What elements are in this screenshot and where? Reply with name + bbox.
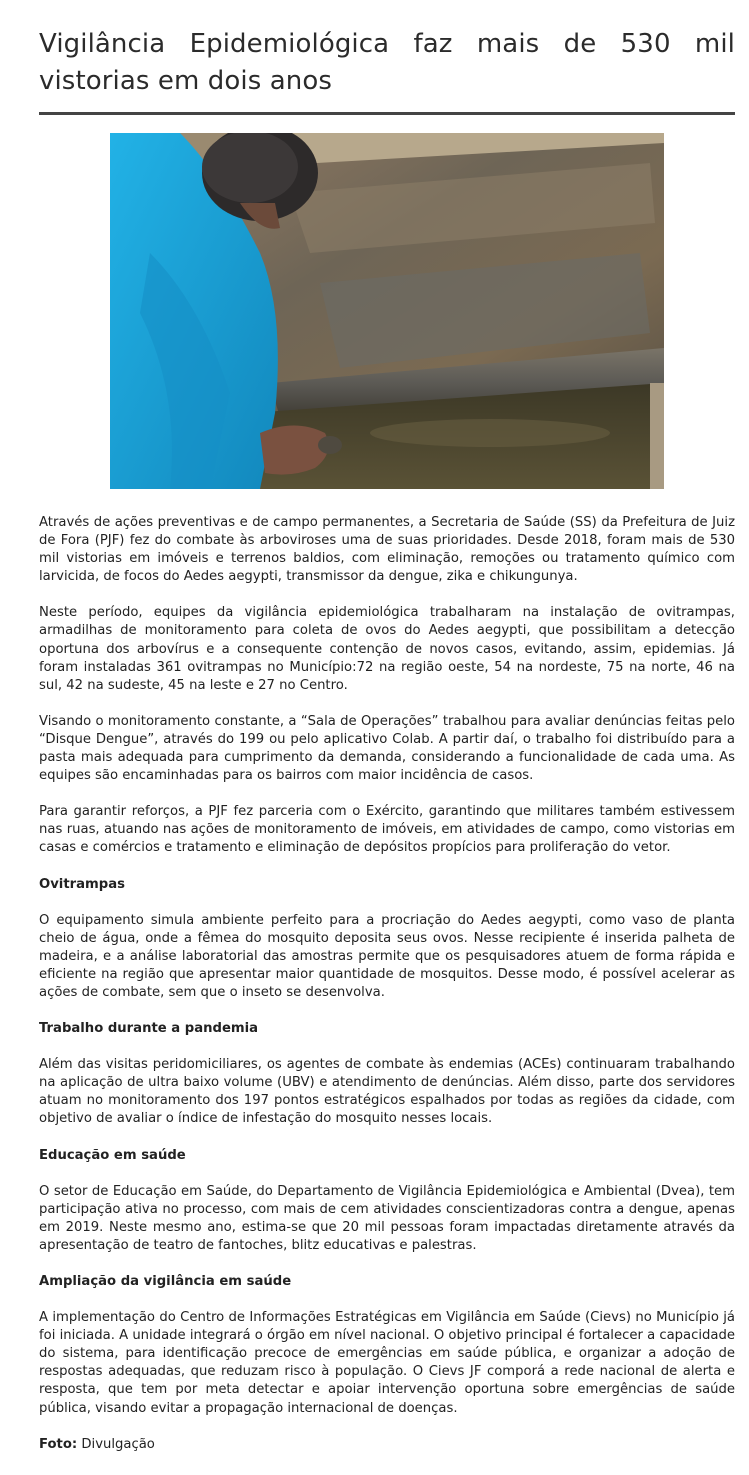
photo-credit (39, 1436, 735, 1454)
paragraph: Para garantir reforços, a PJF fez parceria com o Exército, garantindo que militares também estivessem nas ruas, atuando nas ações de monitoramento de imóveis, em atividades de campo, como vistorias em casas e comércios e tratamento e eliminação de depósitos propícios para proliferação do vetor. (39, 804, 735, 856)
article (39, 26, 735, 1452)
photo-credit-label: Foto: (39, 1436, 78, 1452)
paragraph: O setor de Educação em Saúde, do Departamento de Vigilância Epidemiológica e Ambiental (Dvea), tem participação ativa no processo, com mais de cem atividades conscientizadoras contra a dengue, apenas em 2019. Neste mesmo ano, estima-se que 20 mil pessoas foram impactadas diretamente através da apresentação de teatro de fantoches, blitz educativas e palestras. (39, 1183, 735, 1253)
photo-credit-value: Divulgação (81, 1436, 155, 1452)
paragraph: Visando o monitoramento constante, a “Sala de Operações” trabalhou para avaliar denúncias feitas pelo “Disque Dengue”, através do 199 ou pelo aplicativo Colab. A partir daí, o trabalho foi distribuído para a pasta mais adequada para cumprimento da demanda, considerando a funcionalidade de cada uma. As equipes são encaminhadas para os bairros com maior incidência de casos. (39, 713, 735, 784)
article-title: Vigilância Epidemiológica faz mais de 530 mil vistorias em dois anos (39, 29, 735, 96)
section-heading: Educação em saúde (39, 1147, 186, 1163)
paragraph: A implementação do Centro de Informações Estratégicas em Vigilância em Saúde (Cievs) no Município já foi iniciada. A unidade integrará o órgão em nível nacional. O objetivo principal é fortalecer a capacidade do sistema, para identificação precoce de emergências em saúde pública, e organizar a adoção de respostas adequadas, que reduzam risco à população. O Cievs JF comporá a rede nacional de alerta e resposta, que tem por meta detectar e apoiar intervenção oportuna sobre emergências de saúde pública, visando evitar a propagação internacional de doenças. (39, 1310, 735, 1416)
photo-illustration (110, 133, 664, 489)
paragraph: O equipamento simula ambiente perfeito para a procriação do Aedes aegypti, como vaso de planta cheio de água, onde a fêmea do mosquito deposita seus ovos. Nesse recipiente é inserida palheta de madeira, e a análise laboratorial das amostras permite que os pesquisadores atuem de forma rápida e eficiente na região que apresentar maior quantidade de mosquitos. Desse modo, é possível acelerar as ações de combate, sem que o inseto se desenvolva. (39, 912, 735, 1000)
paragraph: Além das visitas peridomiciliares, os agentes de combate às endemias (ACEs) continuaram trabalhando na aplicação de ultra baixo volume (UBV) e atendimento de denúncias. Além disso, parte dos servidores atuam no monitoramento dos 197 pontos estratégicos espalhados por todas as regiões da cidade, com objetivo de avaliar o índice de infestação do mosquito nesses locais. (39, 1057, 735, 1127)
article-photo (110, 133, 664, 489)
paragraph: Neste período, equipes da vigilância epidemiológica trabalharam na instalação de ovitrampas, armadilhas de monitoramento para coleta de ovos do Aedes aegypti, que possibilitam a detecção oportuna dos arbovírus e a consequente contenção de novos casos, evitando, assim, epidemias. Já foram instaladas 361 ovitrampas no Município:72 na região oeste, 54 na nordeste, 75 na norte, 46 na sul, 42 na sudeste, 45 na leste e 27 no Centro. (39, 605, 735, 693)
section-heading: Ampliação da vigilância em saúde (39, 1274, 292, 1289)
title-divider (39, 112, 735, 115)
section-heading: Trabalho durante a pandemia (39, 1021, 259, 1037)
section-heading: Ovitrampas (39, 876, 125, 892)
paragraph: Através de ações preventivas e de campo permanentes, a Secretaria de Saúde (SS) da Prefeitura de Juiz de Fora (PJF) fez do combate às arboviroses uma de suas prioridades. Desde 2018, foram mais de 530 mil vistorias em imóveis e terrenos baldios, com eliminação, remoções ou tratamento químico com larvicida, de focos do Aedes aegypti, transmissor da dengue, zika e chikungunya. (39, 515, 735, 585)
article-body (39, 514, 735, 1472)
